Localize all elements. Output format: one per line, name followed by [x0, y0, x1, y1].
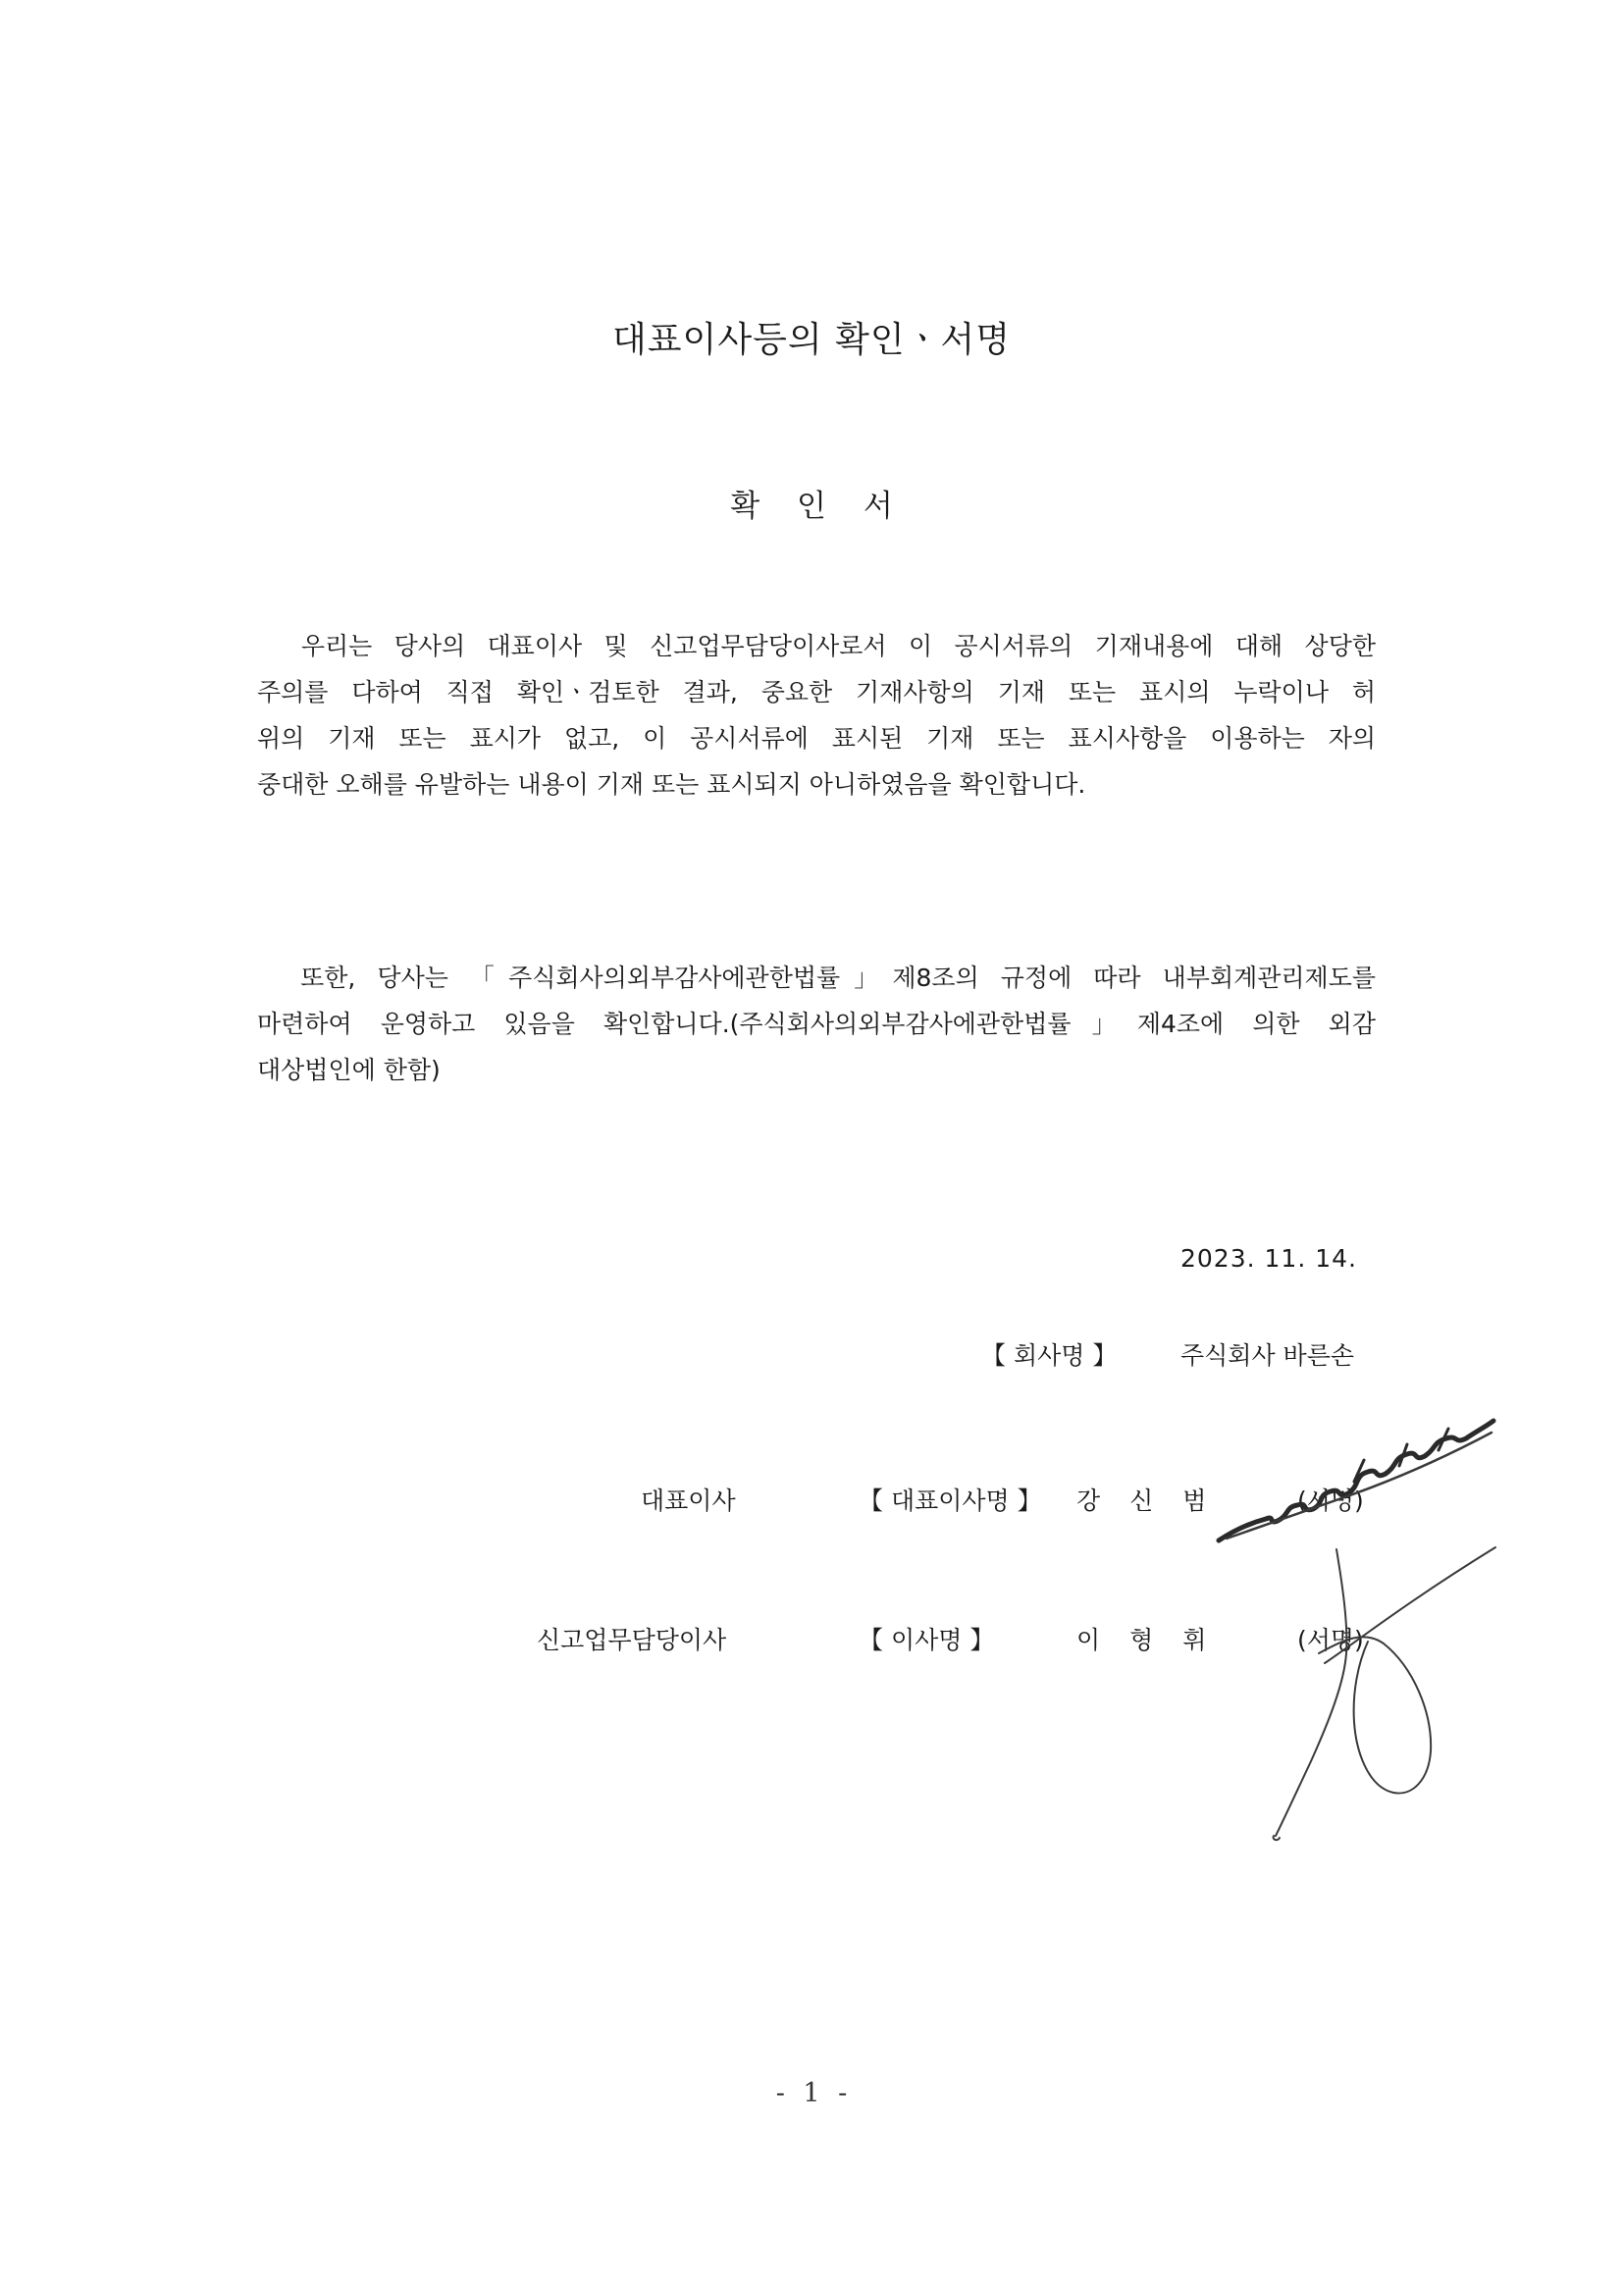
paragraph-line: 또한, 당사는 「주식회사의외부감사에관한법률」제8조의 규정에 따라 내부회계관리제도를 — [300, 964, 1376, 992]
paragraph-line: 우리는 당사의 대표이사 및 신고업무담당이사로서 이 공시서류의 기재내용에 대해 상당한 — [300, 632, 1376, 660]
document-title: 대표이사등의 확인ㆍ서명 — [612, 320, 1011, 360]
paragraph-line: 주의를 다하여 직접 확인ㆍ검토한 결과, 중요한 기재사항의 기재 또는 표시의 누락이나 허 — [257, 678, 1376, 706]
company-label: 【 회사명 】 — [981, 1341, 1118, 1370]
ceo-role: 대표이사 — [641, 1487, 736, 1515]
officer-handwritten-signature — [1266, 1545, 1501, 1850]
ceo-name: 강 신 범 — [1076, 1487, 1207, 1515]
ceo-name-label: 【 대표이사명 】 — [859, 1487, 1042, 1515]
officer-name: 이 형 휘 — [1076, 1626, 1207, 1654]
paragraph-line: 중대한 오해를 유발하는 내용이 기재 또는 표시되지 아니하였음을 확인합니다. — [257, 770, 1086, 799]
paragraph-line: 마련하여 운영하고 있음을 확인합니다.(주식회사의외부감사에관한법률」제4조에 의한 외감 — [257, 1010, 1376, 1038]
officer-name-label: 【 이사명 】 — [859, 1626, 995, 1654]
document-subtitle: 확 인 서 — [730, 489, 893, 524]
internal-control-paragraph — [257, 955, 1376, 1093]
officer-role: 신고업무담당이사 — [537, 1626, 727, 1654]
officer-sign-mark: (서명) — [1297, 1626, 1364, 1654]
document-date: 2023. 11. 14. — [1180, 1244, 1357, 1273]
paragraph-line: 위의 기재 또는 표시가 없고, 이 공시서류에 표시된 기재 또는 표시사항을 이용하는 자의 — [257, 724, 1376, 753]
ceo-handwritten-signature — [1207, 1403, 1501, 1550]
page-number: - 1 - — [775, 2078, 848, 2109]
confirmation-paragraph — [257, 623, 1376, 808]
company-name: 주식회사 바른손 — [1180, 1341, 1354, 1370]
paragraph-line: 대상법인에 한함) — [257, 1056, 441, 1084]
ceo-sign-mark: (서명) — [1297, 1487, 1364, 1515]
